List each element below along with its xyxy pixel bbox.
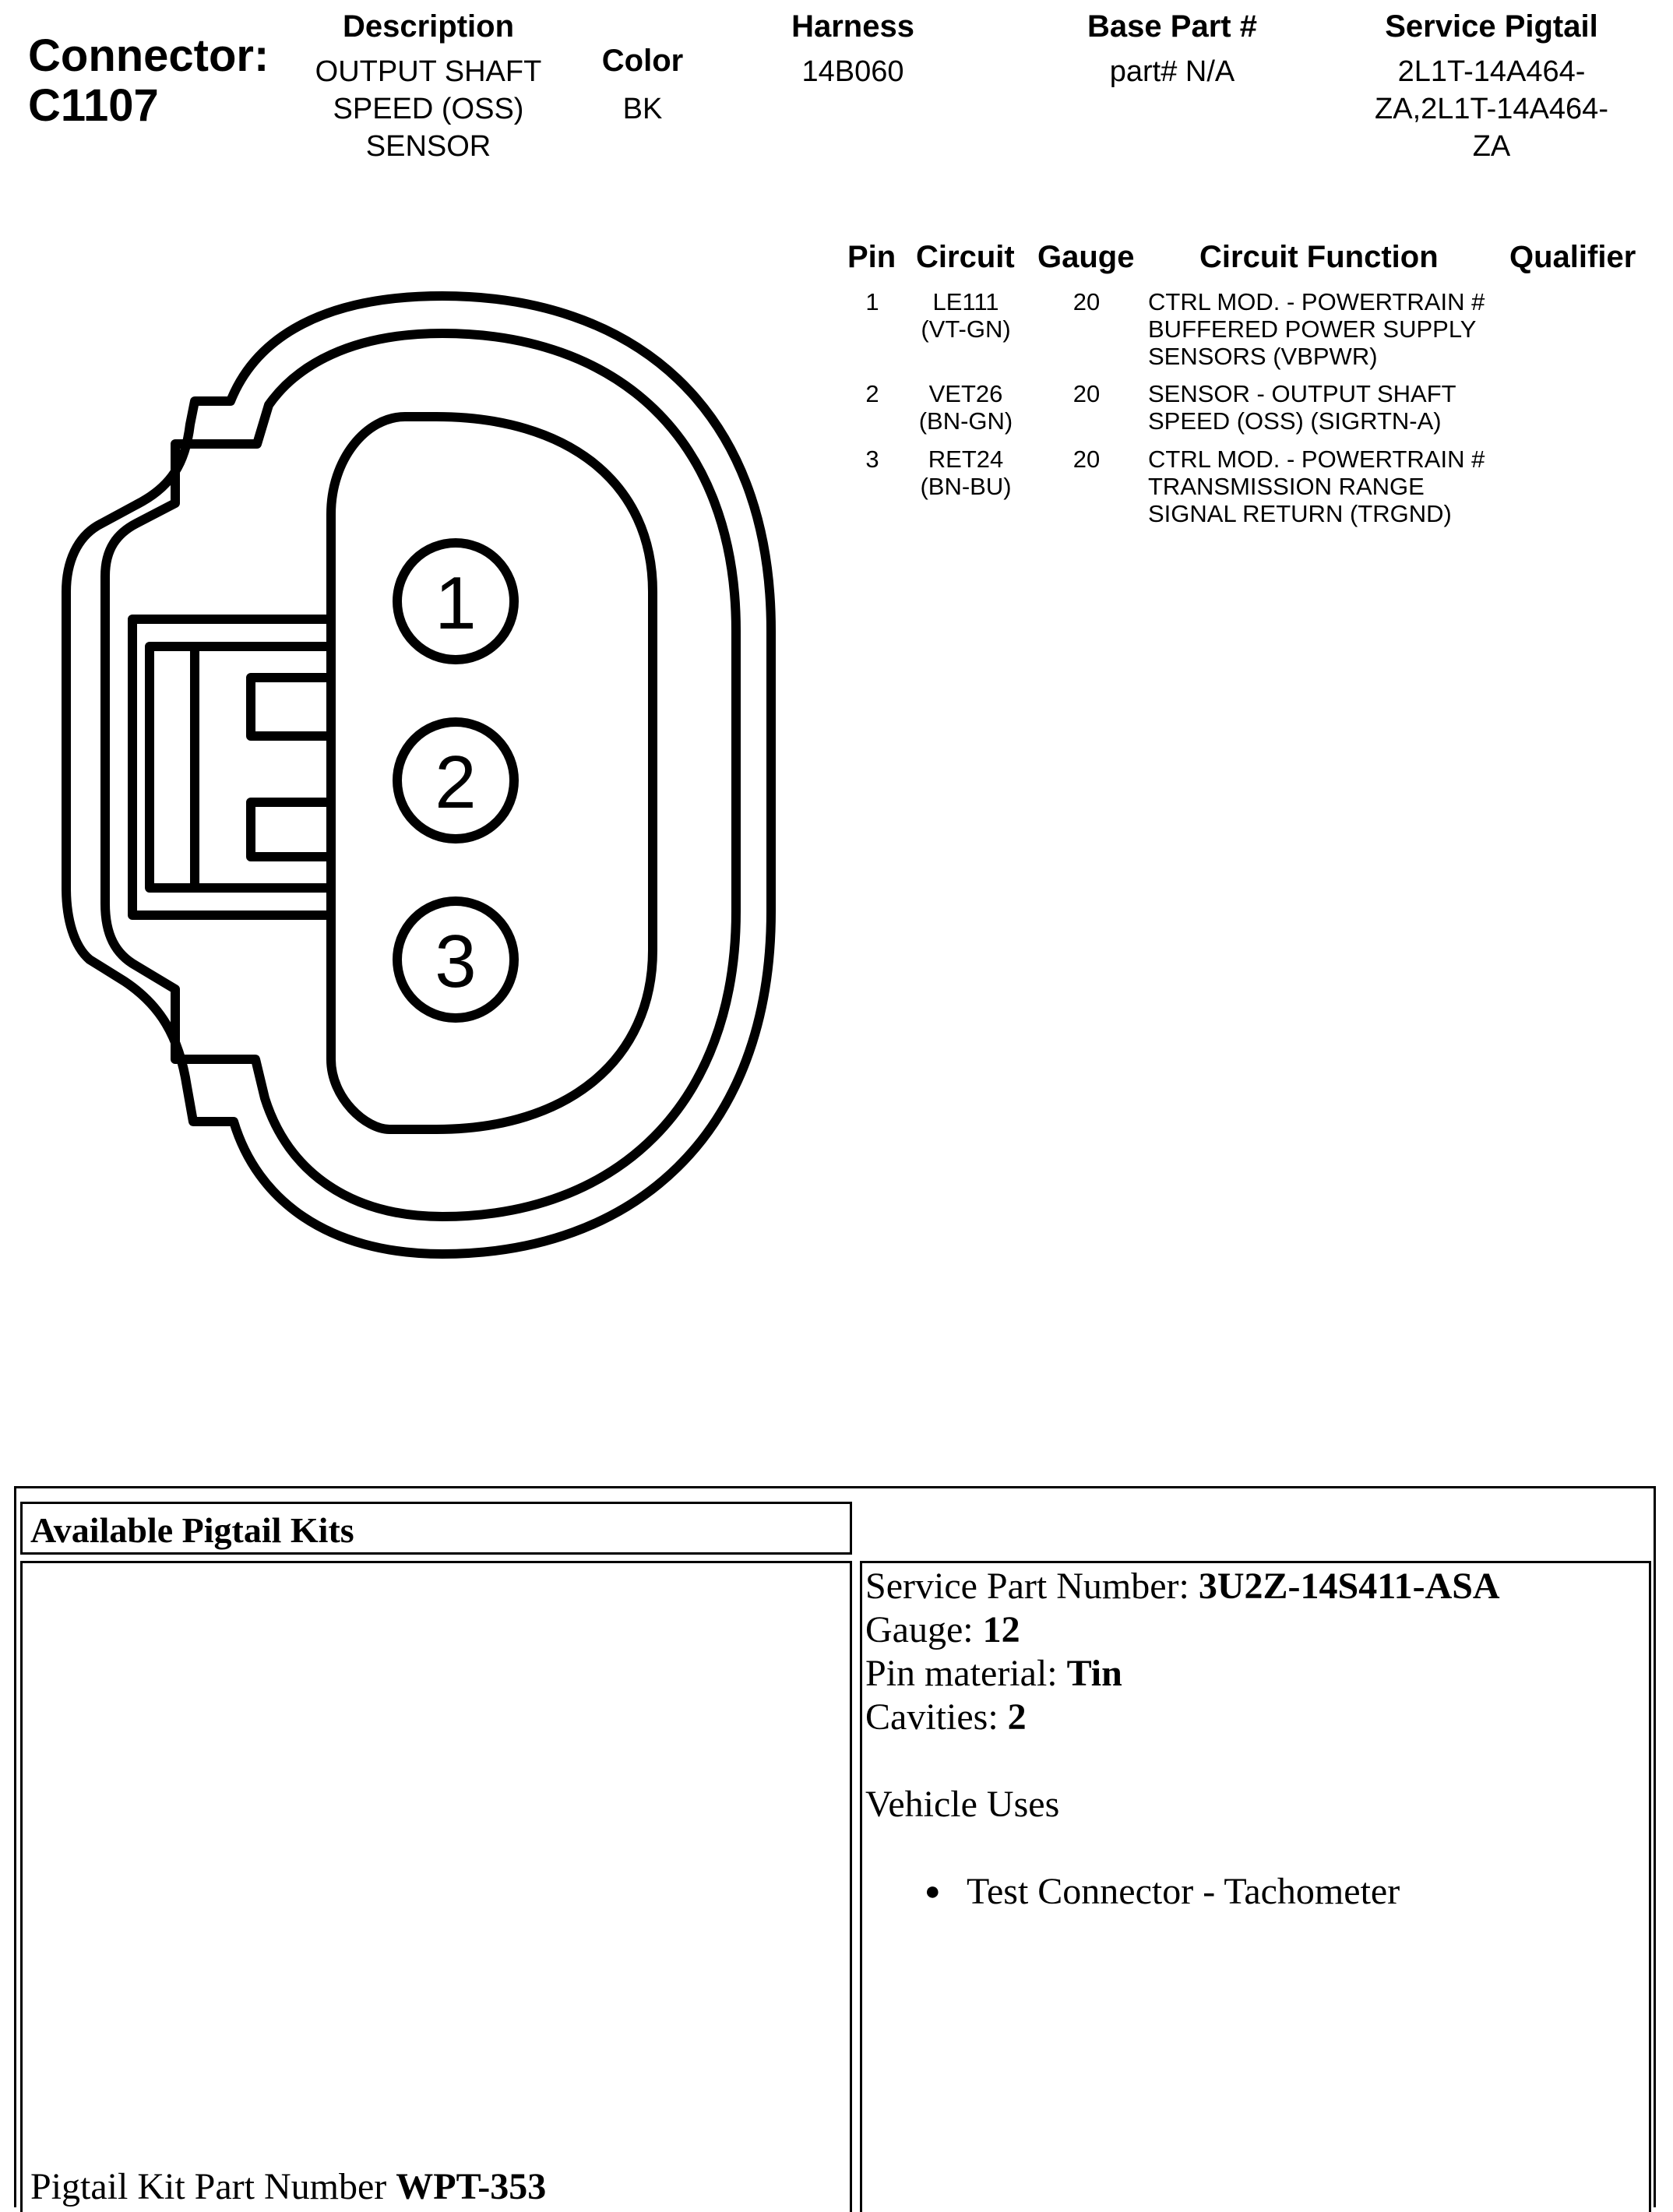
circuit-cell — [903, 446, 1028, 500]
connector-label-line1: Connector: — [28, 30, 269, 81]
pigtail-gauge — [865, 1608, 1646, 1652]
gauge-label: Gauge: — [865, 1609, 983, 1650]
pigtail-kits-right-head — [857, 1502, 1651, 1555]
cavities-label: Cavities: — [865, 1696, 1008, 1738]
gauge-cell: 20 — [1072, 380, 1101, 407]
circuit-id: RET24 — [928, 446, 1004, 473]
pigtail-kit-part-label: Pigtail Kit Part Number — [30, 2166, 396, 2207]
description-line: OUTPUT SHAFT — [315, 55, 542, 88]
color-value: BK — [622, 93, 663, 125]
base-part-value: part# N/A — [1109, 55, 1235, 88]
pin-column-header: Pin — [847, 240, 896, 274]
function-line: SPEED (OSS) (SIGRTN-A) — [1148, 407, 1442, 435]
harness-header: Harness — [791, 9, 914, 44]
gauge-column-header: Gauge — [1037, 240, 1135, 274]
function-line: TRANSMISSION RANGE — [1148, 473, 1425, 500]
service-pigtail-line: 2L1T-14A464- — [1397, 55, 1586, 88]
gauge-cell: 20 — [1072, 288, 1101, 315]
function-line: SENSORS (VBPWR) — [1148, 343, 1378, 370]
function-line: SENSOR - OUTPUT SHAFT — [1148, 380, 1456, 407]
function-cell — [1148, 288, 1506, 370]
circuit-id: LE111 — [932, 288, 999, 315]
service-pigtail-line: ZA,2L1T-14A464- — [1375, 93, 1608, 125]
pin-label-1: 1 — [435, 562, 477, 645]
circuit-column-header: Circuit — [916, 240, 1015, 274]
cavities — [865, 1696, 1646, 1739]
pin-material — [865, 1652, 1646, 1696]
pin-number: 2 — [865, 380, 879, 407]
function-line: CTRL MOD. - POWERTRAIN # — [1148, 288, 1485, 315]
function-cell — [1148, 446, 1506, 527]
pigtail-kit-part-number — [30, 2165, 546, 2209]
description-header: Description — [342, 9, 515, 44]
pigtail-kits-title-cell — [20, 1502, 852, 1555]
connector-latch-notch — [251, 678, 333, 736]
wire-color: (BN-GN) — [918, 407, 1013, 435]
pin-number: 3 — [865, 446, 879, 473]
cavities-value: 2 — [1007, 1696, 1027, 1738]
circuit-cell — [903, 288, 1028, 343]
function-column-header: Circuit Function — [1199, 240, 1439, 274]
connector-id: C1107 — [28, 80, 159, 131]
connector-cavity — [331, 417, 653, 1129]
connector-inner-shell — [105, 333, 736, 1217]
function-line: SIGNAL RETURN (TRGND) — [1148, 500, 1452, 527]
connector-face-diagram — [0, 0, 826, 1324]
service-part-label: Service Part Number: — [865, 1566, 1199, 1607]
qualifier-column-header: Qualifier — [1509, 240, 1636, 274]
vehicle-uses-label: Vehicle Uses — [865, 1784, 1060, 1825]
function-cell — [1148, 380, 1506, 435]
pin-label-2: 2 — [435, 741, 477, 824]
pin-label-3: 3 — [435, 920, 477, 1003]
gauge-cell: 20 — [1072, 446, 1101, 473]
wire-color: (VT-GN) — [921, 315, 1011, 343]
pigtail-kit-left-cell — [20, 1561, 852, 2212]
harness-value: 14B060 — [801, 55, 904, 88]
connector-latch-notch — [251, 802, 333, 857]
description-line: SENSOR — [365, 130, 491, 163]
gauge-value: 12 — [982, 1609, 1020, 1650]
base-part-header: Base Part # — [1087, 9, 1257, 44]
service-part-number — [865, 1565, 1646, 1608]
connector-latch — [132, 619, 333, 915]
bullet-icon: ● — [925, 1877, 941, 1906]
function-line: BUFFERED POWER SUPPLY — [1148, 315, 1477, 343]
service-part-value: 3U2Z-14S411-ASA — [1198, 1566, 1500, 1607]
pin-material-label: Pin material: — [865, 1653, 1067, 1694]
vehicle-use-item — [865, 1870, 1646, 1914]
description-line: SPEED (OSS) — [333, 93, 524, 125]
vehicle-use-text: Test Connector - Tachometer — [967, 1871, 1400, 1912]
connector-latch-inner — [150, 646, 333, 888]
service-pigtail-header: Service Pigtail — [1385, 9, 1598, 44]
wire-color: (BN-BU) — [920, 473, 1012, 500]
service-pigtail-value — [1324, 53, 1659, 165]
pigtail-kit-part-value: WPT-353 — [396, 2166, 547, 2207]
pigtail-kit-details-cell — [860, 1561, 1651, 2212]
service-pigtail-line: ZA — [1472, 130, 1511, 163]
pin-number: 1 — [865, 288, 879, 315]
circuit-cell — [903, 380, 1028, 435]
color-header: Color — [601, 44, 684, 78]
pigtail-kits-title: Available Pigtail Kits — [30, 1510, 354, 1550]
pin-material-value: Tin — [1066, 1653, 1122, 1694]
circuit-id: VET26 — [928, 380, 1003, 407]
connector-outer-shell — [66, 296, 771, 1254]
function-line: CTRL MOD. - POWERTRAIN # — [1148, 446, 1485, 473]
